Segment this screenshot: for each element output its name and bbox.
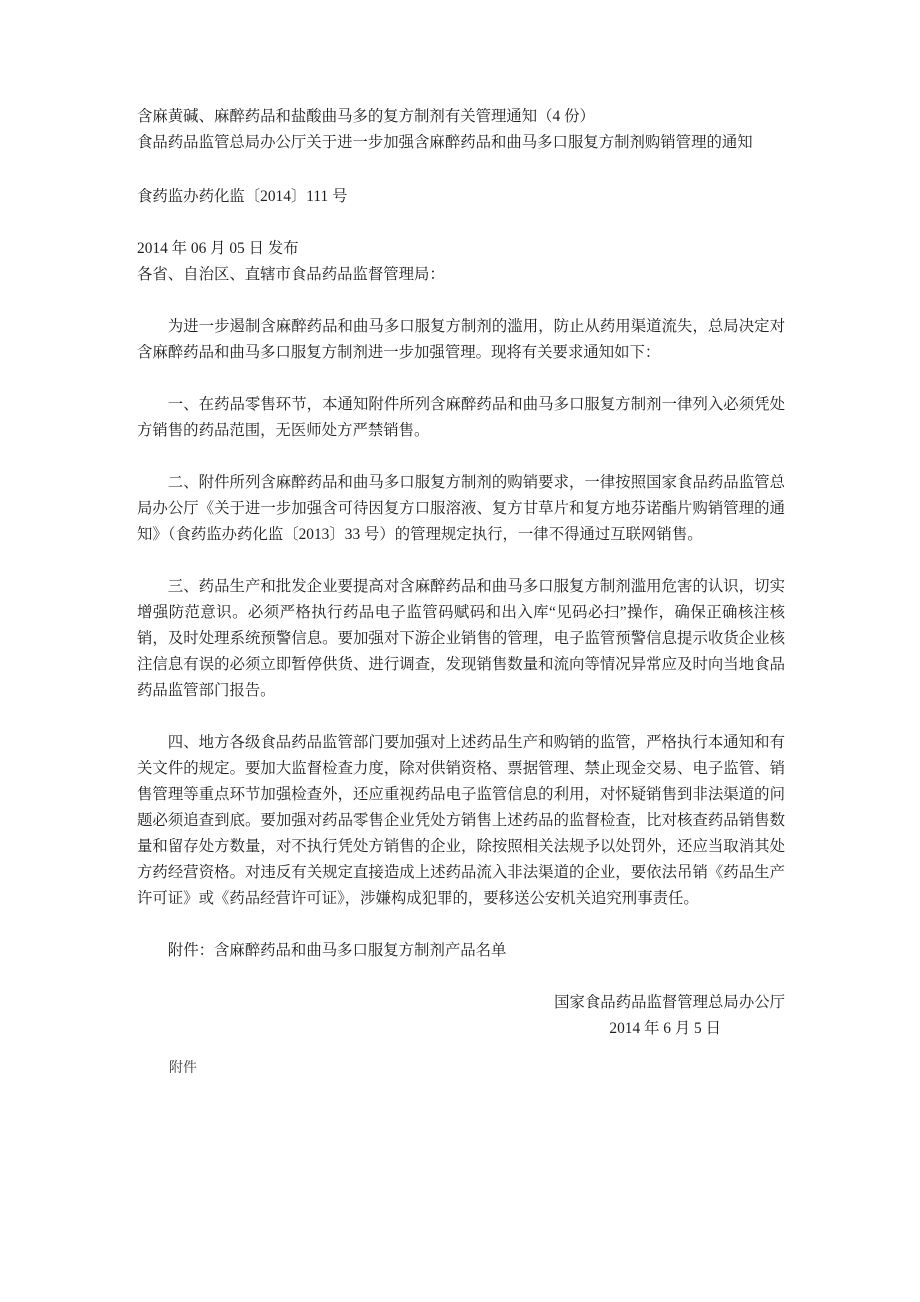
spacer — [137, 548, 785, 574]
spacer — [137, 156, 785, 184]
spacer — [137, 288, 785, 314]
article-paragraph-1: 一、在药品零售环节，本通知附件所列含麻醉药品和曲马多口服复方制剂一律列入必须凭处方销售的药品范围，无医师处方严禁销售。 — [137, 396, 785, 439]
spacer — [137, 912, 785, 938]
spacer — [137, 444, 785, 470]
article-paragraph-4: 四、地方各级食品药品监管部门要加强对上述药品生产和购销的监管，严格执行本通知和有关文件的规定。要加大监督检查力度，除对供销资格、票据管理、禁止现金交易、电子监管、销售管理等重点环节加强检查外，还应重视药品电子监管信息的利用，对怀疑销售到非法渠道的问题必须追查到底。要加强对药品零售企业凭处方销售上述药品的监督检查，比对核查药品销售数量和留存处方数量，对不执行凭处方销售的企业，除按照相关法规予以处罚外，还应当取消其处方药经营资格。对违反有关规定直接造成上述药品流入非法渠道的企业，要依法吊销《药品生产许可证》或《药品经营许可证》，涉嫌构成犯罪的，要移送公安机关追究刑事责任。 — [137, 734, 785, 907]
document-title-line-2: 食品药品监管总局办公厅关于进一步加强含麻醉药品和曲马多口服复方制剂购销管理的通知 — [137, 134, 753, 151]
spacer — [137, 704, 785, 730]
document-number: 食药监办药化监〔2014〕111 号 — [137, 188, 348, 205]
document-body — [137, 104, 785, 1082]
publish-date: 2014 年 06 月 05 日 发布 — [137, 240, 299, 257]
spacer — [137, 366, 785, 392]
article-paragraph-2: 二、附件所列含麻醉药品和曲马多口服复方制剂的购销要求，一律按照国家食品药品监管总局办公厅《关于进一步加强含可待因复方口服溶液、复方甘草片和复方地芬诺酯片购销管理的通知》（食药监办药化监〔2013〕33 号）的管理规定执行，一律不得通过互联网销售。 — [137, 474, 785, 543]
signature-block — [137, 990, 785, 1042]
attachment-reference: 附件：含麻醉药品和曲马多口服复方制剂产品名单 — [167, 942, 507, 959]
preamble-paragraph: 为进一步遏制含麻醉药品和曲马多口服复方制剂的滥用，防止从药用渠道流失，总局决定对含麻醉药品和曲马多口服复方制剂进一步加强管理。现将有关要求通知如下： — [137, 318, 785, 361]
signature-organization: 国家食品药品监督管理总局办公厅 — [554, 994, 785, 1011]
document-title-line-1: 含麻黄碱、麻醉药品和盐酸曲马多的复方制剂有关管理通知（4 份） — [137, 108, 595, 125]
signature-date: 2014 年 6 月 5 日 — [609, 1020, 721, 1037]
spacer — [137, 210, 785, 236]
document-title-block — [137, 104, 785, 156]
recipient-line: 各省、自治区、直辖市食品药品监督管理局： — [137, 266, 445, 283]
article-paragraph-3: 三、药品生产和批发企业要提高对含麻醉药品和曲马多口服复方制剂滥用危害的认识，切实增强防范意识。必须严格执行药品电子监管码赋码和出入库“见码必扫”操作，确保正确核注核销，及时处理系统预警信息。要加强对下游企业销售的管理，电子监管预警信息提示收货企业核注信息有误的必须立即暂停供货、进行调查，发现销售数量和流向等情况异常应及时向当地食品药品监管部门报告。 — [137, 578, 785, 699]
attachment-tail-label: 附件 — [169, 1061, 197, 1076]
